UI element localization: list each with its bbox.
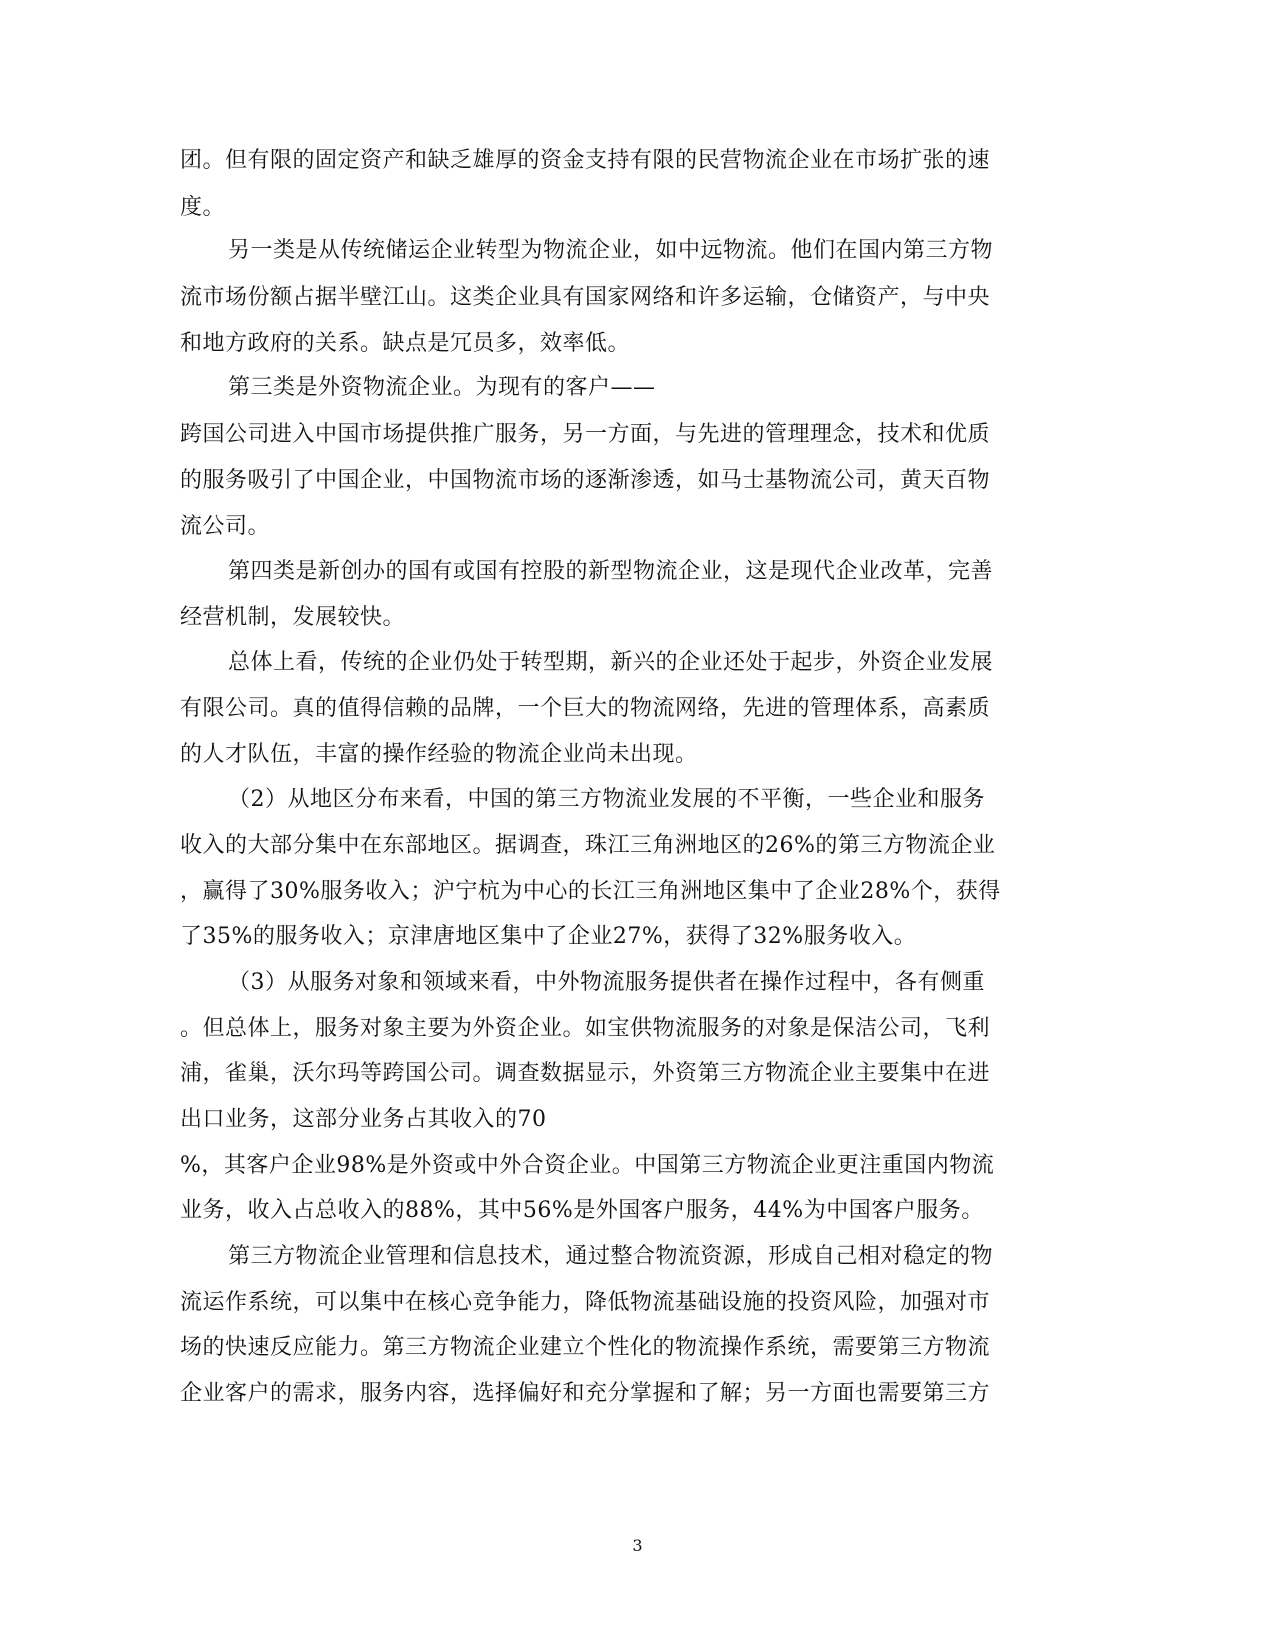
- text-line: 的人才队伍，丰富的操作经验的物流企业尚未出现。: [180, 742, 698, 767]
- text-line: 浦，雀巢，沃尔玛等跨国公司。调查数据显示，外资第三方物流企业主要集中在进: [180, 1061, 991, 1086]
- text-line: %，其客户企业98%是外资或中外合资企业。中国第三方物流企业更注重国内物流: [180, 1153, 995, 1178]
- text-line: 流公司。: [180, 514, 271, 539]
- text-line: 流运作系统，可以集中在核心竞争能力，降低物流基础设施的投资风险，加强对市: [180, 1290, 991, 1315]
- text-line: 有限公司。真的值得信赖的品牌，一个巨大的物流网络，先进的管理体系，高素质: [180, 696, 991, 721]
- text-line: 和地方政府的关系。缺点是冗员多，效率低。: [180, 331, 631, 356]
- text-line: 了35%的服务收入；京津唐地区集中了企业27%，获得了32%服务收入。: [180, 924, 917, 949]
- text-line: 出口业务，这部分业务占其收入的70: [180, 1107, 547, 1132]
- paragraph-start-line: （2）从地区分布来看，中国的第三方物流业发展的不平衡，一些企业和服务: [228, 787, 985, 812]
- paragraph-start-line: 第四类是新创办的国有或国有控股的新型物流企业，这是现代企业改革，完善: [228, 559, 994, 584]
- text-line: 企业客户的需求，服务内容，选择偏好和充分掌握和了解；另一方面也需要第三方: [180, 1381, 991, 1406]
- page-number: 3: [632, 1536, 643, 1555]
- text-line: ，赢得了30%服务收入；沪宁杭为中心的长江三角洲地区集中了企业28%个，获得: [180, 879, 1001, 904]
- text-line: 流市场份额占据半壁江山。这类企业具有国家网络和许多运输，仓储资产，与中央: [180, 285, 991, 310]
- text-line: 度。: [180, 195, 226, 220]
- text-line: 经营机制，发展较快。: [180, 605, 406, 630]
- paragraph-start-line: 另一类是从传统储运企业转型为物流企业，如中远物流。他们在国内第三方物: [228, 238, 994, 263]
- text-line: 的服务吸引了中国企业，中国物流市场的逐渐渗透，如马士基物流公司，黄天百物: [180, 468, 991, 493]
- text-line: 团。但有限的固定资产和缺乏雄厚的资金支持有限的民营物流企业在市场扩张的速: [180, 148, 991, 173]
- paragraph-start-line: 第三方物流企业管理和信息技术，通过整合物流资源，形成自己相对稳定的物: [228, 1244, 994, 1269]
- text-line: 业务，收入占总收入的88%，其中56%是外国客户服务，44%为中国客户服务。: [180, 1198, 984, 1223]
- text-line: 跨国公司进入中国市场提供推广服务，另一方面，与先进的管理理念，技术和优质: [180, 422, 991, 447]
- text-line: 。但总体上，服务对象主要为外资企业。如宝供物流服务的对象是保洁公司，飞利: [180, 1016, 991, 1041]
- paragraph-start-line: 第三类是外资物流企业。为现有的客户——: [228, 375, 656, 400]
- text-line: 场的快速反应能力。第三方物流企业建立个性化的物流操作系统，需要第三方物流: [180, 1335, 991, 1360]
- text-line: 收入的大部分集中在东部地区。据调查，珠江三角洲地区的26%的第三方物流企业: [180, 833, 996, 858]
- paragraph-start-line: （3）从服务对象和领域来看，中外物流服务提供者在操作过程中，各有侧重: [228, 970, 985, 995]
- paragraph-start-line: 总体上看，传统的企业仍处于转型期，新兴的企业还处于起步，外资企业发展: [228, 650, 994, 675]
